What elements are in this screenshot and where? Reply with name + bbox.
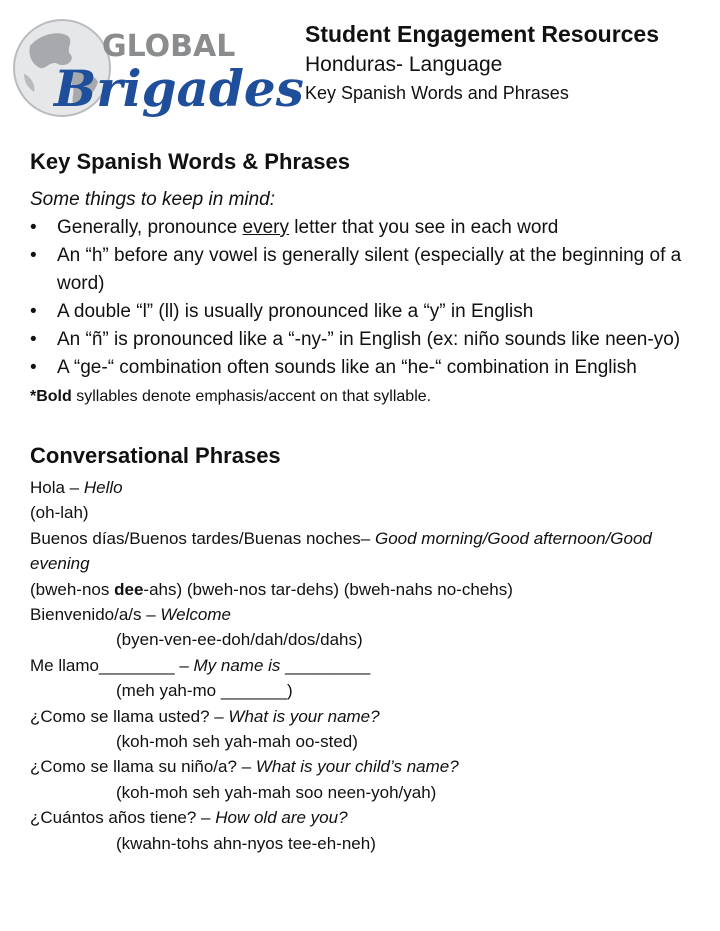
phrase-line bbox=[30, 754, 700, 779]
page-header bbox=[305, 18, 715, 106]
pron-part: (bweh-nos bbox=[30, 579, 115, 599]
phrase-english: What is your child’s name? bbox=[255, 757, 459, 777]
phrase-line bbox=[30, 653, 700, 678]
tip-item: • A double “l” (ll) is usually pronounced like a “y” in English bbox=[30, 298, 700, 326]
tip-item bbox=[30, 214, 700, 242]
header-title: Student Engagement Resources bbox=[305, 21, 660, 47]
phrase-english: Hello bbox=[83, 478, 123, 497]
tip-item: • A “ge-“ combination often sounds like an “he-“ combination in English bbox=[30, 354, 700, 382]
phrase-pronunciation: (byen-ven-ee-doh/dah/dos/dahs) bbox=[116, 630, 363, 650]
phrase-pronunciation: (kwahn-tohs ahn-nyos tee-eh-neh) bbox=[116, 833, 376, 853]
pron-bold-syllable: dee bbox=[114, 579, 144, 599]
phrase-spanish: ¿Como se llama su niño/a? – bbox=[30, 757, 256, 777]
phrase-pronunciation: (koh-moh seh yah-mah oo-sted) bbox=[116, 732, 358, 752]
phrase-english: What is your name? bbox=[228, 706, 380, 726]
key-section-title: Key Spanish Words & Phrases bbox=[30, 149, 350, 174]
phrase-english: How old are you? bbox=[215, 808, 348, 828]
phrase-spanish: Hola – bbox=[30, 478, 84, 497]
phrase-english: Welcome bbox=[160, 605, 231, 625]
tip-item: • An “h” before any vowel is generally silent (especially at the beginning of a word) bbox=[30, 242, 700, 298]
phrase-line bbox=[30, 805, 700, 830]
phrase-spanish: ¿Como se llama usted? – bbox=[30, 706, 229, 726]
phrase-pronunciation: (meh yah-mo _______) bbox=[116, 681, 293, 701]
phrase-spanish: ¿Cuántos años tiene? – bbox=[30, 808, 216, 828]
tip-item: • An “ñ” is pronounced like a “-ny-” in English (ex: niño sounds like neen-yo) bbox=[30, 326, 700, 354]
phrase-pronunciation: (koh-moh seh yah-mah soo neen-yoh/yah) bbox=[116, 782, 437, 802]
header-subtitle: Honduras- Language bbox=[305, 53, 503, 76]
header-topic: Key Spanish Words and Phrases bbox=[305, 83, 569, 103]
phrase-english: Good morning/Good afternoon/Good evening bbox=[30, 528, 652, 574]
tip1-a: Generally, pronounce bbox=[57, 217, 243, 238]
phrase-spanish: Buenos días/Buenos tardes/Buenas noches– bbox=[30, 528, 375, 548]
phrase-line bbox=[30, 602, 700, 627]
phrase-blank: _________ bbox=[280, 655, 371, 675]
tip1-b: letter that you see in each word bbox=[289, 217, 559, 238]
tip1-underlined: every bbox=[242, 217, 290, 238]
global-brigades-logo bbox=[10, 12, 304, 124]
phrase-pronunciation: (oh-lah) bbox=[30, 503, 89, 523]
pron-part: -ahs) (bweh-nos tar-dehs) (bweh-nahs no-chehs) bbox=[143, 579, 513, 599]
phrase-english: My name is bbox=[193, 655, 281, 675]
phrase-spanish: Bienvenido/a/s – bbox=[30, 605, 161, 625]
phrase-pronunciation bbox=[30, 577, 700, 602]
note-rest: syllables denote emphasis/accent on that syllable. bbox=[71, 388, 432, 405]
conv-section-title: Conversational Phrases bbox=[30, 443, 281, 468]
phrase-list bbox=[30, 475, 700, 856]
phrase-line bbox=[30, 475, 700, 500]
phrase-spanish: Me llamo________ – bbox=[30, 655, 194, 675]
phrase-line bbox=[30, 704, 700, 729]
logo-text-global: GLOBAL bbox=[102, 29, 236, 64]
globe-icon bbox=[10, 12, 304, 124]
note-bold: *Bold bbox=[30, 388, 72, 405]
tips-list bbox=[30, 214, 700, 382]
key-section-intro: Some things to keep in mind: bbox=[30, 189, 276, 210]
logo-text-brigades: Brigades bbox=[54, 59, 304, 118]
emphasis-note bbox=[30, 384, 700, 410]
document-body bbox=[30, 146, 700, 856]
phrase-line bbox=[30, 526, 700, 577]
